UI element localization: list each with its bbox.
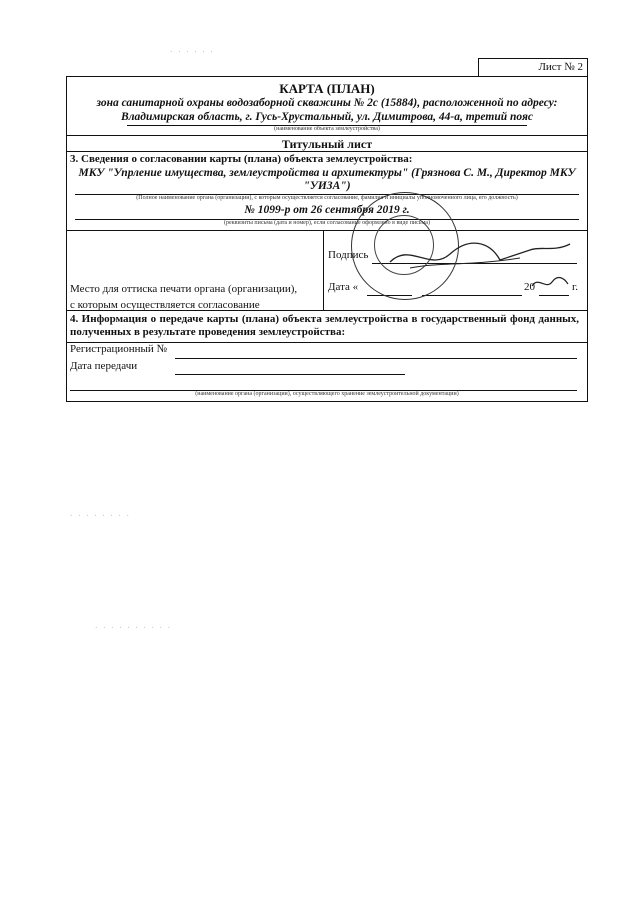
year-suffix: г. [572, 281, 579, 293]
date-year-scribble [528, 272, 573, 294]
registration-label: Регистрационный № [70, 343, 168, 355]
letter-caption: (реквизиты письма (дата и номер), если согласование оформлено в виде письма) [224, 220, 430, 226]
section3-heading: 3. Сведения о согласовании карты (плана) объекта землеустройства: [70, 153, 413, 165]
org-caption: (Полное наименование органа (организации), с которым осуществляется согласование, фамилия и инициалы уполномоченного лица, его должность) [136, 195, 518, 201]
divider [67, 135, 587, 136]
document-subtitle: зона санитарной охраны водозаборной скважины № 2с (15884), расположенной по адресу: Владимирская область, г. Гусь-Хрустальный, ул. Димитрова, 44-а, третий пояс [96, 97, 558, 123]
transfer-date-label: Дата передачи [70, 360, 138, 372]
object-caption: (наименование объекта землеустройства) [274, 126, 380, 132]
signature-label: Подпись [328, 249, 369, 261]
sheet-number-box [478, 58, 588, 77]
approving-organization: МКУ "Упрление имущества, землеустройства и архитектуры" (Грязнова С. М., Директор МКУ "УИЗА") [78, 167, 576, 192]
divider [67, 230, 587, 231]
registration-line [175, 358, 577, 359]
scan-noise: · · · · · · [170, 48, 215, 56]
year-prefix: 20 [524, 281, 535, 293]
letter-details: № 1099-р от 26 сентября 2019 г. [244, 204, 410, 216]
document-title: КАРТА (ПЛАН) [279, 81, 375, 96]
date-month-line [422, 295, 522, 296]
divider [67, 151, 587, 152]
divider [67, 310, 587, 311]
scan-noise: · · · · · · · · · · [95, 624, 173, 632]
storage-org-caption: (наименование органа (организации), осуществляющего хранение землеустроительной документации) [195, 391, 459, 397]
section-title: Титульный лист [281, 137, 373, 151]
sheet-number: Лист № 2 [538, 61, 583, 73]
date-label: Дата « [328, 281, 359, 293]
stamp-place-label-2: с которым осуществляется согласование [70, 299, 260, 311]
scan-noise: · · · · · · · · [70, 512, 131, 520]
section4-heading: 4. Информация о передаче карты (плана) объекта землеустройства в государственный фонд данных, полученных в результате проведения землеустройства: [70, 313, 579, 338]
date-year-line [539, 295, 569, 296]
stamp-place-label: Место для оттиска печати органа (организации), [70, 283, 298, 295]
column-divider [323, 230, 324, 310]
transfer-date-line [175, 374, 405, 375]
